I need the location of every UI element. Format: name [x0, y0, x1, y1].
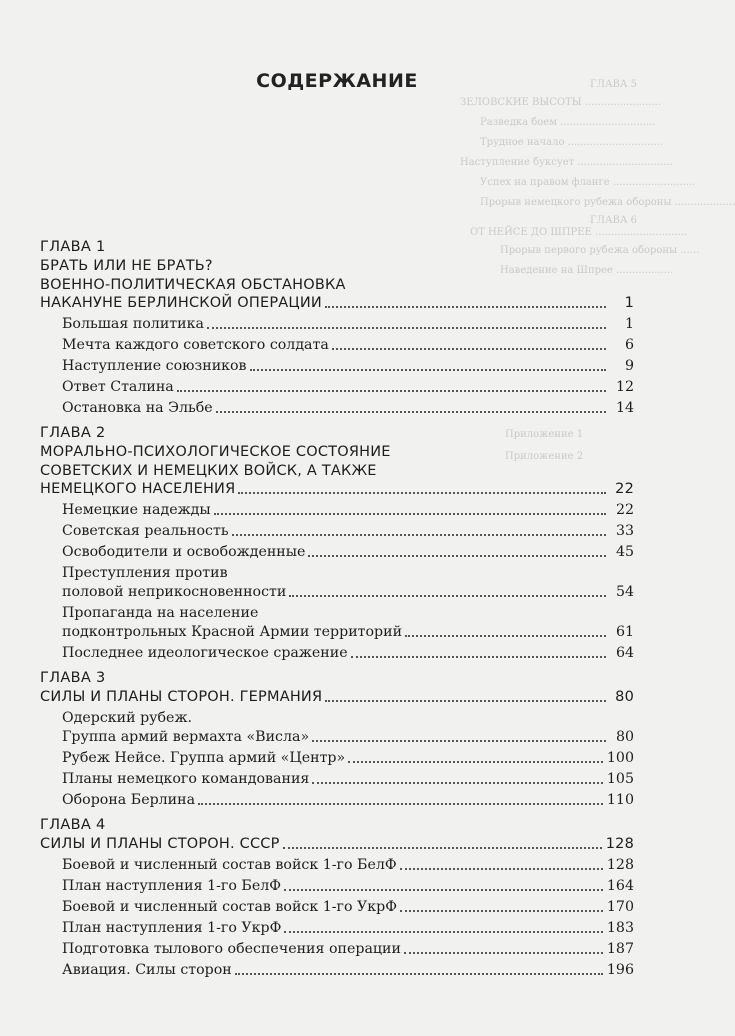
chapter-label: ГЛАВА 2 — [40, 425, 106, 441]
page-number: 183 — [606, 920, 634, 936]
section-entry[interactable] — [62, 940, 634, 959]
section-entry[interactable] — [62, 501, 634, 520]
section-entry[interactable] — [62, 749, 634, 768]
chapter-title-line: НАКАНУНЕ БЕРЛИНСКОЙ ОПЕРАЦИИ — [40, 295, 322, 311]
leader-dots — [235, 973, 603, 975]
section-entry[interactable] — [62, 399, 634, 418]
chapter-title-line: СОВЕТСКИХ И НЕМЕЦКИХ ВОЙСК, А ТАКЖЕ — [40, 462, 377, 479]
chapter-title-line: ВОЕННО-ПОЛИТИЧЕСКАЯ ОБСТАНОВКА — [40, 276, 346, 293]
section-entry[interactable] — [62, 315, 634, 334]
chapter-label: ГЛАВА 4 — [40, 817, 106, 833]
page-number: 9 — [624, 358, 634, 374]
chapter-title-line: НЕМЕЦКОГО НАСЕЛЕНИЯ — [40, 481, 236, 497]
section-title: Остановка на Эльбе — [62, 400, 213, 416]
section-title: Наступление союзников — [62, 358, 247, 374]
section-title: План наступления 1-го УкрФ — [62, 920, 282, 936]
page-number: 187 — [606, 941, 634, 957]
page-number: 1 — [624, 316, 634, 332]
section-title: Немецкие надежды — [62, 502, 211, 518]
chapter-title-line: МОРАЛЬНО-ПСИХОЛОГИЧЕСКОЕ СОСТОЯНИЕ — [40, 444, 391, 460]
section-title: Оборона Берлина — [62, 792, 196, 808]
section-title: Боевой и численный состав войск 1-го БелФ — [62, 857, 397, 873]
section-title: Советская реальность — [62, 523, 229, 539]
toc-chapter — [40, 669, 634, 810]
page-number: 100 — [606, 750, 634, 766]
leader-dots — [312, 740, 606, 742]
page-number: 54 — [615, 584, 634, 600]
leader-dots — [207, 327, 606, 329]
leader-dots — [238, 492, 606, 494]
section-title: Одерский рубеж. Группа армий вермахта «Висла» — [62, 710, 310, 745]
chapter-sections — [40, 709, 634, 810]
leader-dots — [400, 910, 603, 912]
leader-dots — [284, 889, 603, 891]
section-entry[interactable] — [62, 709, 634, 747]
leader-dots — [308, 555, 606, 557]
toc-chapter — [40, 424, 634, 663]
chapter-title-line: СИЛЫ И ПЛАНЫ СТОРОН. СССР — [40, 836, 280, 852]
section-title: Ответ Сталина — [62, 379, 174, 395]
page-number: 128 — [606, 857, 634, 873]
chapter-sections — [40, 501, 634, 663]
section-title: Преступления против половой неприкосновенности — [62, 565, 287, 600]
page-number: 61 — [615, 624, 634, 640]
section-title: Рубеж Нейсе. Группа армий «Центр» — [62, 750, 346, 766]
page-number: 80 — [615, 729, 634, 745]
section-entry[interactable] — [62, 644, 634, 663]
page-number: 64 — [615, 645, 634, 661]
section-entry[interactable] — [62, 564, 634, 602]
section-entry[interactable] — [62, 543, 634, 562]
leader-dots — [404, 952, 603, 954]
page-number: 80 — [615, 689, 634, 705]
leader-dots — [250, 369, 606, 371]
page-number: 22 — [615, 481, 634, 497]
leader-dots — [284, 931, 603, 933]
leader-dots — [177, 390, 606, 392]
page-number: 33 — [615, 523, 634, 539]
section-title: План наступления 1-го БелФ — [62, 878, 282, 894]
chapter-title-line: СИЛЫ И ПЛАНЫ СТОРОН. ГЕРМАНИЯ — [40, 689, 323, 705]
leader-dots — [289, 595, 606, 597]
page-number: 1 — [624, 295, 634, 311]
section-entry[interactable] — [62, 378, 634, 397]
chapter-label: ГЛАВА 3 — [40, 670, 106, 686]
section-entry[interactable] — [62, 877, 634, 896]
page-number: 22 — [615, 502, 634, 518]
section-entry[interactable] — [62, 770, 634, 789]
leader-dots — [348, 761, 603, 763]
section-title: Большая политика — [62, 316, 204, 332]
page-number: 164 — [606, 878, 634, 894]
leader-dots — [325, 306, 606, 308]
chapter-entry[interactable] — [40, 688, 634, 707]
leader-dots — [283, 847, 602, 849]
section-title: Мечта каждого советского солдата — [62, 337, 329, 353]
page-number: 196 — [606, 962, 634, 978]
chapter-entry[interactable] — [40, 835, 634, 854]
page-number: 45 — [615, 544, 634, 560]
section-entry[interactable] — [62, 856, 634, 875]
toc-chapter — [40, 238, 634, 418]
section-entry[interactable] — [62, 919, 634, 938]
chapter-sections — [40, 315, 634, 418]
toc-chapter — [40, 816, 634, 980]
section-title: Освободители и освобожденные — [62, 544, 306, 560]
page-number: 110 — [606, 792, 634, 808]
page-number: 14 — [615, 400, 634, 416]
section-title: Подготовка тылового обеспечения операции — [62, 941, 401, 957]
leader-dots — [405, 635, 606, 637]
chapter-spacer — [40, 982, 634, 986]
leader-dots — [351, 656, 606, 658]
section-entry[interactable] — [62, 791, 634, 810]
section-entry[interactable] — [62, 522, 634, 541]
section-entry[interactable] — [62, 604, 634, 642]
chapter-label: ГЛАВА 1 — [40, 239, 106, 255]
leader-dots — [400, 868, 603, 870]
section-entry[interactable] — [62, 336, 634, 355]
chapter-entry[interactable] — [40, 294, 634, 313]
page-title: СОДЕРЖАНИЕ — [256, 70, 418, 92]
chapter-sections — [40, 856, 634, 980]
leader-dots — [198, 803, 603, 805]
section-title: Планы немецкого командования — [62, 771, 310, 787]
page-number: 128 — [605, 836, 634, 852]
leader-dots — [216, 411, 606, 413]
section-entry[interactable] — [62, 898, 634, 917]
chapter-title-line: БРАТЬ ИЛИ НЕ БРАТЬ? — [40, 258, 213, 274]
page-number: 170 — [606, 899, 634, 915]
leader-dots — [312, 782, 603, 784]
section-title: Пропаганда на население подконтрольных Красной Армии территорий — [62, 605, 403, 640]
table-of-contents — [40, 238, 634, 986]
leader-dots — [232, 534, 606, 536]
section-title: Авиация. Силы сторон — [62, 962, 232, 978]
section-title: Последнее идеологическое сражение — [62, 645, 348, 661]
leader-dots — [332, 348, 606, 350]
leader-dots — [214, 513, 606, 515]
section-title: Боевой и численный состав войск 1-го УкрФ — [62, 899, 398, 915]
chapter-entry[interactable] — [40, 480, 634, 499]
page-number: 12 — [615, 379, 634, 395]
section-entry[interactable] — [62, 357, 634, 376]
page-number: 105 — [606, 771, 634, 787]
leader-dots — [325, 700, 606, 702]
page-number: 6 — [624, 337, 634, 353]
section-entry[interactable] — [62, 961, 634, 980]
